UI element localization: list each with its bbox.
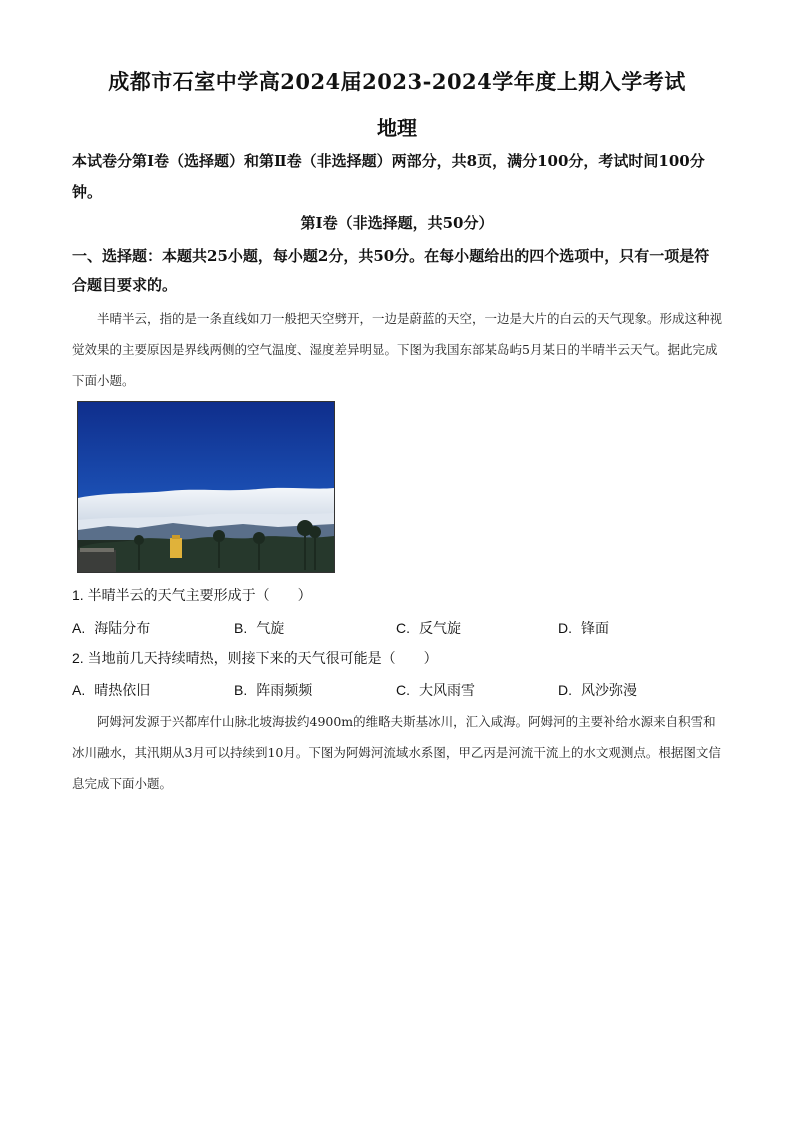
option-letter: D. <box>558 682 572 698</box>
option-text: 阵雨频频 <box>256 682 313 698</box>
exam-instructions: 本试卷分第Ⅰ卷（选择题）和第Ⅱ卷（非选择题）两部分，共8页，满分100分，考试时间100分钟。 <box>72 152 705 201</box>
section-heading: 第Ⅰ卷（非选择题，共50分） <box>300 214 494 232</box>
option-text: 气旋 <box>256 620 285 636</box>
question-2-options <box>72 680 722 702</box>
option-letter: B. <box>234 620 248 636</box>
reading-passage-1: 半晴半云，指的是一条直线如刀一般把天空劈开，一边是蔚蓝的天空，一边是大片的白云的天气现象。形成这种视觉效果的主要原因是界线两侧的空气温度、湿度差异明显。下图为我国东部某岛屿5月某日的半晴半云天气。据此完成下面小题。 <box>72 311 723 388</box>
option-a <box>72 618 150 638</box>
option-c <box>396 618 461 638</box>
option-letter: D. <box>558 620 572 636</box>
question-2-stem: 2. 当地前几天持续晴热，则接下来的天气很可能是（ ） <box>72 650 438 666</box>
option-b <box>234 618 284 638</box>
option-text: 大风雨雪 <box>419 682 475 698</box>
option-letter: C. <box>396 682 410 698</box>
option-a <box>72 680 150 700</box>
option-letter: A. <box>72 682 86 698</box>
option-letter: A. <box>72 620 86 636</box>
option-c <box>396 680 475 700</box>
exam-title: 成都市石室中学高2024届2023-2024学年度上期入学考试 <box>108 69 686 94</box>
option-d <box>558 618 609 638</box>
option-text: 反气旋 <box>419 620 461 636</box>
option-d <box>558 680 637 700</box>
reading-passage-2: 阿姆河发源于兴都库什山脉北坡海拔约4900m的维略夫斯基冰川，汇入咸海。阿姆河的主要补给水源来自积雪和冰川融水，其汛期从3月可以持续到10月。下图为阿姆河流域水系图，甲乙丙是河流干流上的水文观测点。根据图文信息完成下面小题。 <box>72 714 721 791</box>
question-1-stem: 1. 半晴半云的天气主要形成于（ ） <box>72 587 312 603</box>
option-text: 风沙弥漫 <box>581 682 637 698</box>
subject-title: 地理 <box>377 116 417 140</box>
option-text: 海陆分布 <box>94 620 151 636</box>
option-letter: B. <box>234 682 248 698</box>
question-1-options <box>72 618 722 640</box>
option-b <box>234 680 312 700</box>
option-letter: C. <box>396 620 410 636</box>
half-sunny-half-cloudy-photo <box>77 401 335 573</box>
part-instruction: 一、选择题：本题共25小题，每小题2分，共50分。在每小题给出的四个选项中，只有一项是符合题目要求的。 <box>72 247 710 294</box>
option-text: 锋面 <box>581 620 609 636</box>
option-text: 晴热依旧 <box>94 682 151 698</box>
